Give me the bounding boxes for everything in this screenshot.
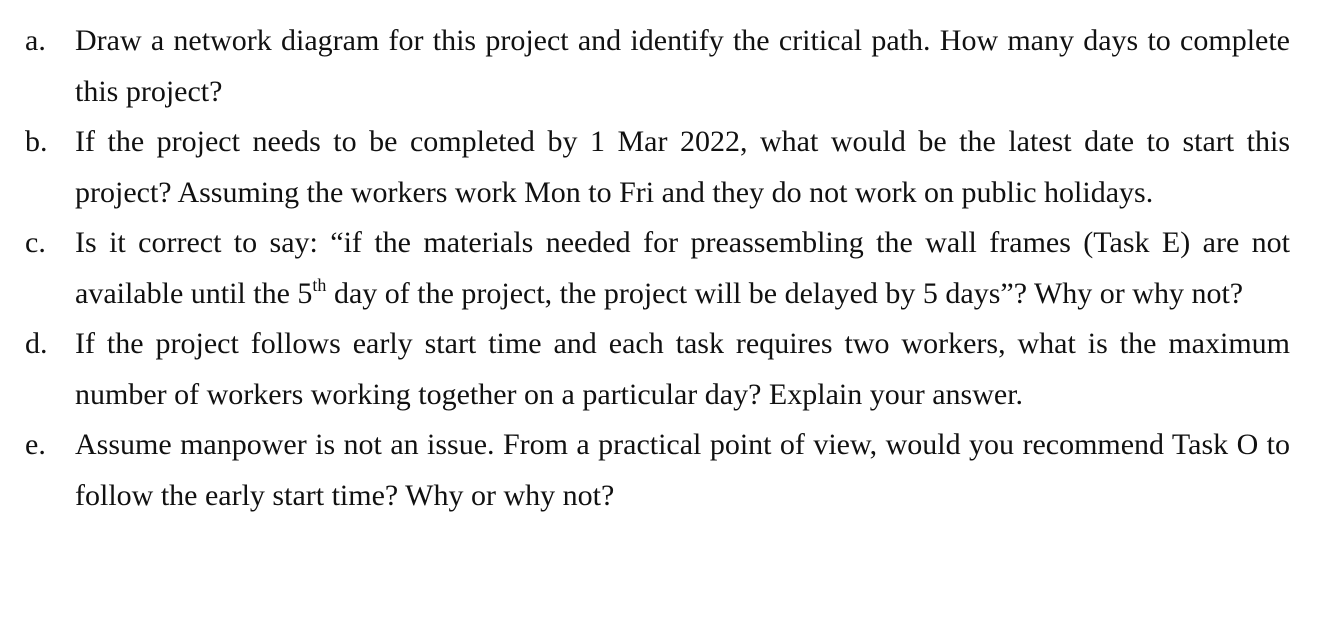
question-c	[0, 218, 1290, 319]
question-letter: d.	[25, 327, 48, 360]
question-d	[0, 319, 1290, 420]
question-text: Assume manpower is not an issue. From a practical point of view, would you recommend Task O to follow the early start time? Why or why not?	[75, 428, 1290, 512]
question-list	[0, 8, 1330, 513]
ordinal-suffix: th	[312, 274, 327, 295]
question-letter: e.	[25, 428, 46, 461]
question-a	[0, 16, 1290, 117]
question-text: Draw a network diagram for this project and identify the critical path. How many days to complete this project?	[75, 24, 1290, 108]
question-text-part: day of the project, the project will be delayed by 5 days”? Why or why not?	[326, 276, 1244, 310]
question-text: If the project needs to be completed by 1 Mar 2022, what would be the latest date to start this project? Assuming the workers work Mon to Fri and they do not work on public holidays.	[75, 125, 1290, 209]
question-b	[0, 117, 1290, 218]
question-letter: b.	[25, 125, 48, 158]
question-letter: a.	[25, 24, 46, 57]
question-e	[0, 420, 1290, 521]
question-letter: c.	[25, 226, 46, 259]
question-text	[75, 218, 1290, 319]
question-text-part: Is it correct to say: “if the materials needed for preassembling the wall frames (Task E) are not available until the 5	[75, 226, 1290, 310]
question-text: If the project follows early start time and each task requires two workers, what is the maximum number of workers working together on a particular day? Explain your answer.	[75, 327, 1290, 411]
